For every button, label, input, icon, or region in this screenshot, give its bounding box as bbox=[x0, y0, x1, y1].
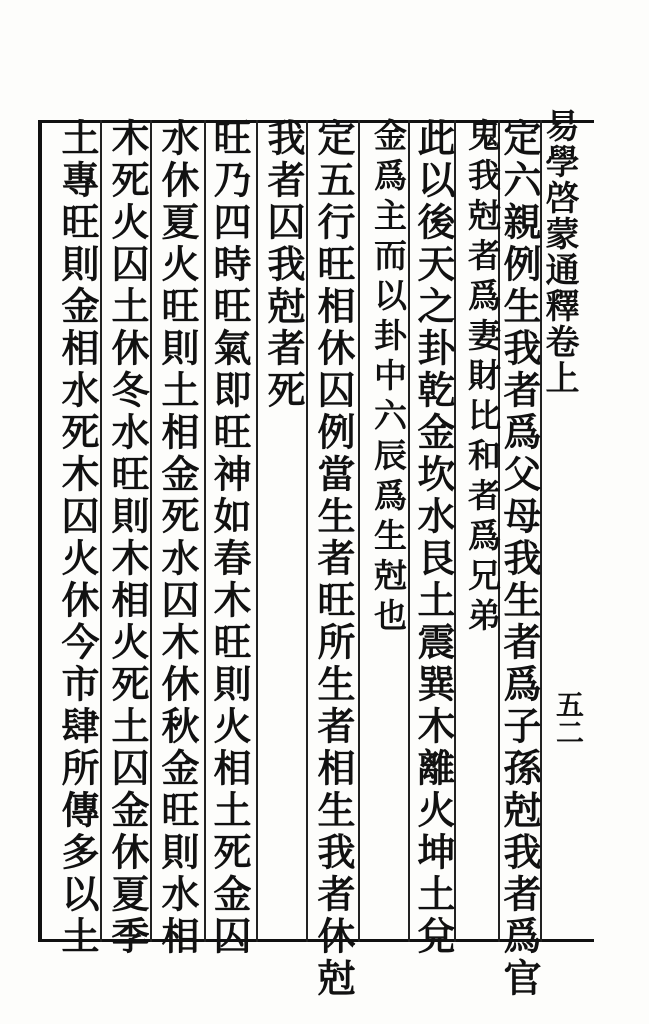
column-rule bbox=[100, 120, 102, 942]
text-column-8: 水休夏火旺則土相金死水囚木休秋金旺則水相 bbox=[155, 118, 200, 958]
text-column-1: 定六親例生我者爲父母我生者爲子孫尅我者爲官 bbox=[497, 118, 542, 1000]
column-rule bbox=[306, 120, 308, 942]
text-column-6: 我者囚我尅者死 bbox=[261, 118, 306, 412]
folio-number: 五二 bbox=[552, 690, 585, 746]
text-column-2: 鬼我尅者爲妻財比和者爲兄弟 bbox=[463, 118, 502, 638]
column-rule bbox=[358, 120, 360, 942]
text-column-10: 土專旺則金相水死木囚火休今市肆所傳多以土 bbox=[55, 118, 100, 958]
text-column-9: 木死火囚土休冬水旺則木相火死土囚金休夏季 bbox=[105, 118, 150, 958]
column-rule bbox=[150, 120, 152, 942]
text-column-3: 此以後天之卦乾金坎水艮土震巽木離火坤土兌 bbox=[411, 118, 456, 958]
column-rule bbox=[256, 120, 258, 942]
text-column-7: 旺乃四時旺氣即旺神如春木旺則火相土死金囚 bbox=[207, 118, 252, 958]
text-column-5: 定五行旺相休囚例當生者旺所生者相生我者休尅 bbox=[311, 118, 356, 1000]
margin-title: 易學啓蒙通釋卷上 bbox=[539, 108, 579, 396]
text-column-4: 金爲主而以卦中六辰爲生尅也 bbox=[369, 118, 408, 638]
